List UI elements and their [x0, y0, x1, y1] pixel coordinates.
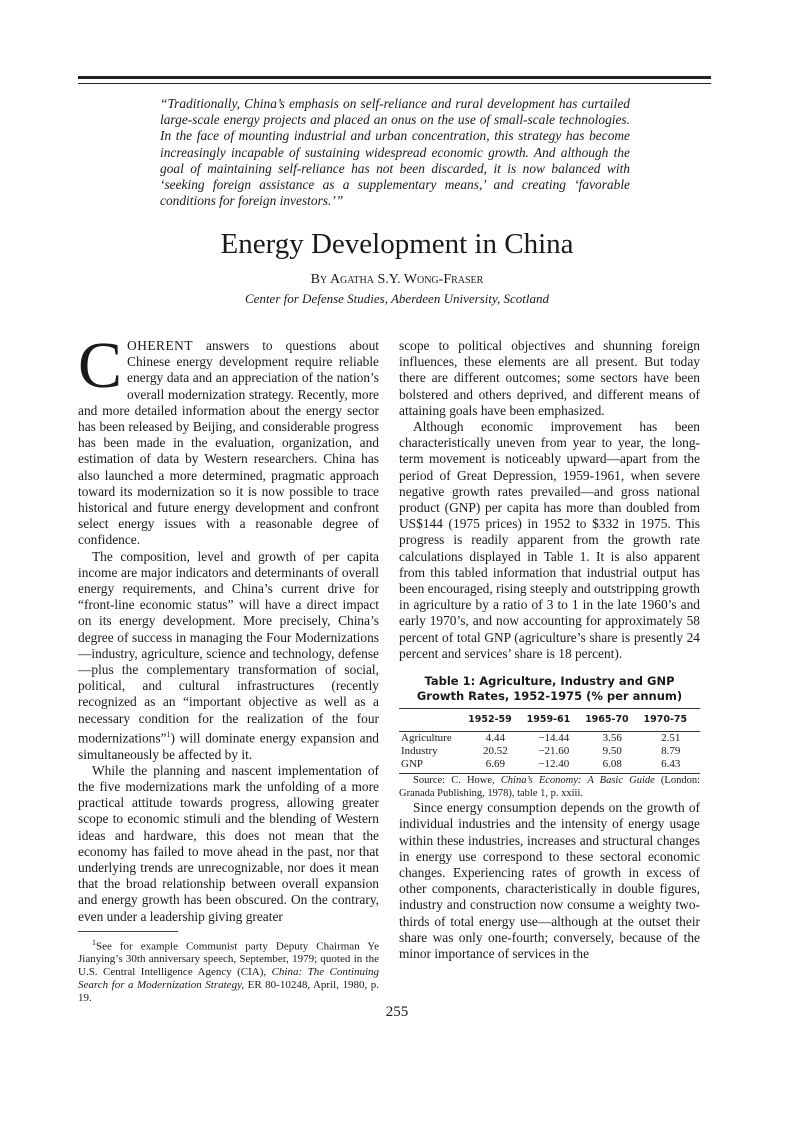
footnote-text-end: ER 80-10248, April, 1980, p. 19. [78, 979, 379, 1005]
table-cell: 9.50 [602, 745, 622, 758]
footnote-divider [78, 931, 178, 932]
table-source [399, 774, 700, 800]
paragraph-income [78, 549, 379, 763]
table-cell: 3.56 [602, 732, 622, 745]
article-title: Energy Development in China [220, 228, 574, 260]
author-affiliation: Center for Defense Studies, Aberdeen University, Scotland [245, 291, 549, 306]
table-cell: 2.51 [661, 732, 681, 745]
paragraph-growth: Although economic improvement has been characteristically uneven from year to year, the long-term movement is noticeably upward—apart from the period of Great Depression, 1959-1961, when severe negative growth rates prevailed—and gross national product (GNP) per capita has more than doubled from US$144 (1975 prices) in 1952 to $332 in 1975. This progress is readily apparent from the growth rate calculations displayed in Table 1. It is also apparent from this tabled information that industrial output has been encouraged, rising steeply and outstripping growth in agriculture by a ratio of 3 to 1 in the late 1960’s and early 1970’s, and now accounting for approximately 58 percent of total GNP (agriculture’s share is presently 24 percent and services’ share is 18 percent). [399, 419, 700, 661]
table-cell: 6.69 [466, 758, 524, 774]
page-number: 255 [385, 1004, 409, 1020]
footnote-number: 1 [92, 937, 96, 947]
paragraph-intro [78, 329, 379, 549]
paragraph-income-text-end: ) will dominate energy expansion and simultaneously be affected by it. [78, 730, 379, 762]
table-cell: 4.44 [485, 732, 505, 745]
table-row [399, 732, 700, 746]
source-title: China’s Economy: A Basic Guide [500, 775, 655, 787]
row-label: Industry [401, 745, 438, 758]
table-cell: −21.60 [538, 745, 570, 758]
drop-cap: C [78, 329, 123, 402]
table-header-cell: 1970-75 [642, 709, 700, 732]
table-cell: 20.52 [483, 745, 508, 758]
right-column [399, 338, 700, 962]
table-cell: 6.43 [642, 758, 700, 774]
table-cell: −14.44 [538, 732, 570, 745]
paragraph-income-text: The composition, level and growth of per capita income are major indicators and determinants of overall energy requirements, and China’s current drive for “front-line economic status” will have a direct impact on its energy development. More precisely, China’s degree of success in managing the Four Modernizations—industry, agriculture, science and technology, defense—plus the complementary transformation of social, political, and cultural infrastructures (recently recognized as an “important objective as well as a necessary condition for the realization of the four modernizations” [78, 548, 379, 746]
row-label: GNP [399, 758, 466, 774]
table-title: Table 1: Agriculture, Industry and GNP Growth Rates, 1952-1975 (% per annum) [416, 674, 683, 704]
paragraph-intro-text: answers to questions about Chinese energy development require reliable energy data and an appreciation of the nation’s overall modernization strategy. Recently, more and more detailed information about the energy sector has been released by Beijing, and considerable progress has been made in the evaluation, organization, and estimation of data by Western researchers. China has also launched a more determined, pragmatic approach toward its modernization so it is now possible to trace historical and future energy development and confront select energy issues with a reasonable degree of confidence. [78, 338, 379, 548]
footnote-text: See for example Communist party Deputy Chairman Ye Jianying’s 30th anniversary speech, September, 1979; quoted in the U.S. Central Intelligence Agency (CIA), [78, 940, 379, 979]
table-header-row [399, 709, 700, 732]
paragraph-energy-consumption: Since energy consumption depends on the growth of individual industries and the intensity of energy usage within these industries, increases and structural changes in energy use correspond to these sectoral economic changes. Experiencing rates of growth in excess of other components, characteristically in double figures, industry and construction now consume a weighty two-thirds of total energy use—although at the outset their share was only one-fourth; conversely, because of the minor importance of services in the [399, 800, 700, 962]
footnote [78, 936, 379, 1006]
table-header-cell: 1952-59 [466, 709, 524, 732]
footnote-title: China: The Continuing Search for a Modernization Strategy, [78, 966, 379, 992]
footnote-ref[interactable]: 1 [166, 729, 171, 739]
table-header-cell [399, 709, 466, 732]
first-word: OHERENT [127, 338, 194, 353]
table-cell: 8.79 [661, 745, 681, 758]
author-byline: By Agatha S.Y. Wong-Fraser [310, 272, 484, 287]
paragraph-continuation: scope to political objectives and shunning foreign influences, these elements are all present. But today there are different outcomes; some sectors have been bolstered and others deprived, and different means of attaining goals have been emphasized. [399, 338, 700, 418]
header-rule-top [78, 76, 711, 79]
source-text-end: (London: Granada Publishing, 1978), table 1, p. xxiii. [399, 775, 701, 800]
growth-rates-table [399, 708, 700, 774]
row-label: Agriculture [401, 732, 452, 745]
table-cell: 6.08 [583, 758, 641, 774]
epigraph: “Traditionally, China’s emphasis on self-reliance and rural development has curtailed large-scale energy projects and placed an onus on the use of small-scale technologies. In the face of mounting industrial and urban concentration, this strategy has become increasingly incapable of sustaining widespread economic growth. And although the goal of maintaining self-reliance has not been discarded, it is now balanced with ‘seeking foreign assistance as a supplementary means,’ and creating ‘favorable conditions for foreign investors.’” [160, 96, 630, 209]
table-row [399, 758, 700, 774]
table-header-cell: 1959-61 [525, 709, 583, 732]
paragraph-modernizations: While the planning and nascent implementation of the five modernizations mark the unfolding of a more practical attitude towards progress, allowing greater scope to economic stimuli and the blending of Western ideas and hardware, this does not mean that the economy has failed to move ahead in the past, nor that underlying trends are unrecognizable, nor does it mean that the broad relationship between overall expansion and energy growth has been obscured. On the contrary, even under a leadership giving greater [78, 762, 379, 924]
left-column [78, 329, 379, 1005]
source-text: Source: C. Howe, [413, 775, 501, 787]
table-row [399, 745, 700, 758]
table-header-cell: 1965-70 [583, 709, 641, 732]
table-cell: −12.40 [525, 758, 583, 774]
header-rule-bottom [78, 83, 711, 84]
